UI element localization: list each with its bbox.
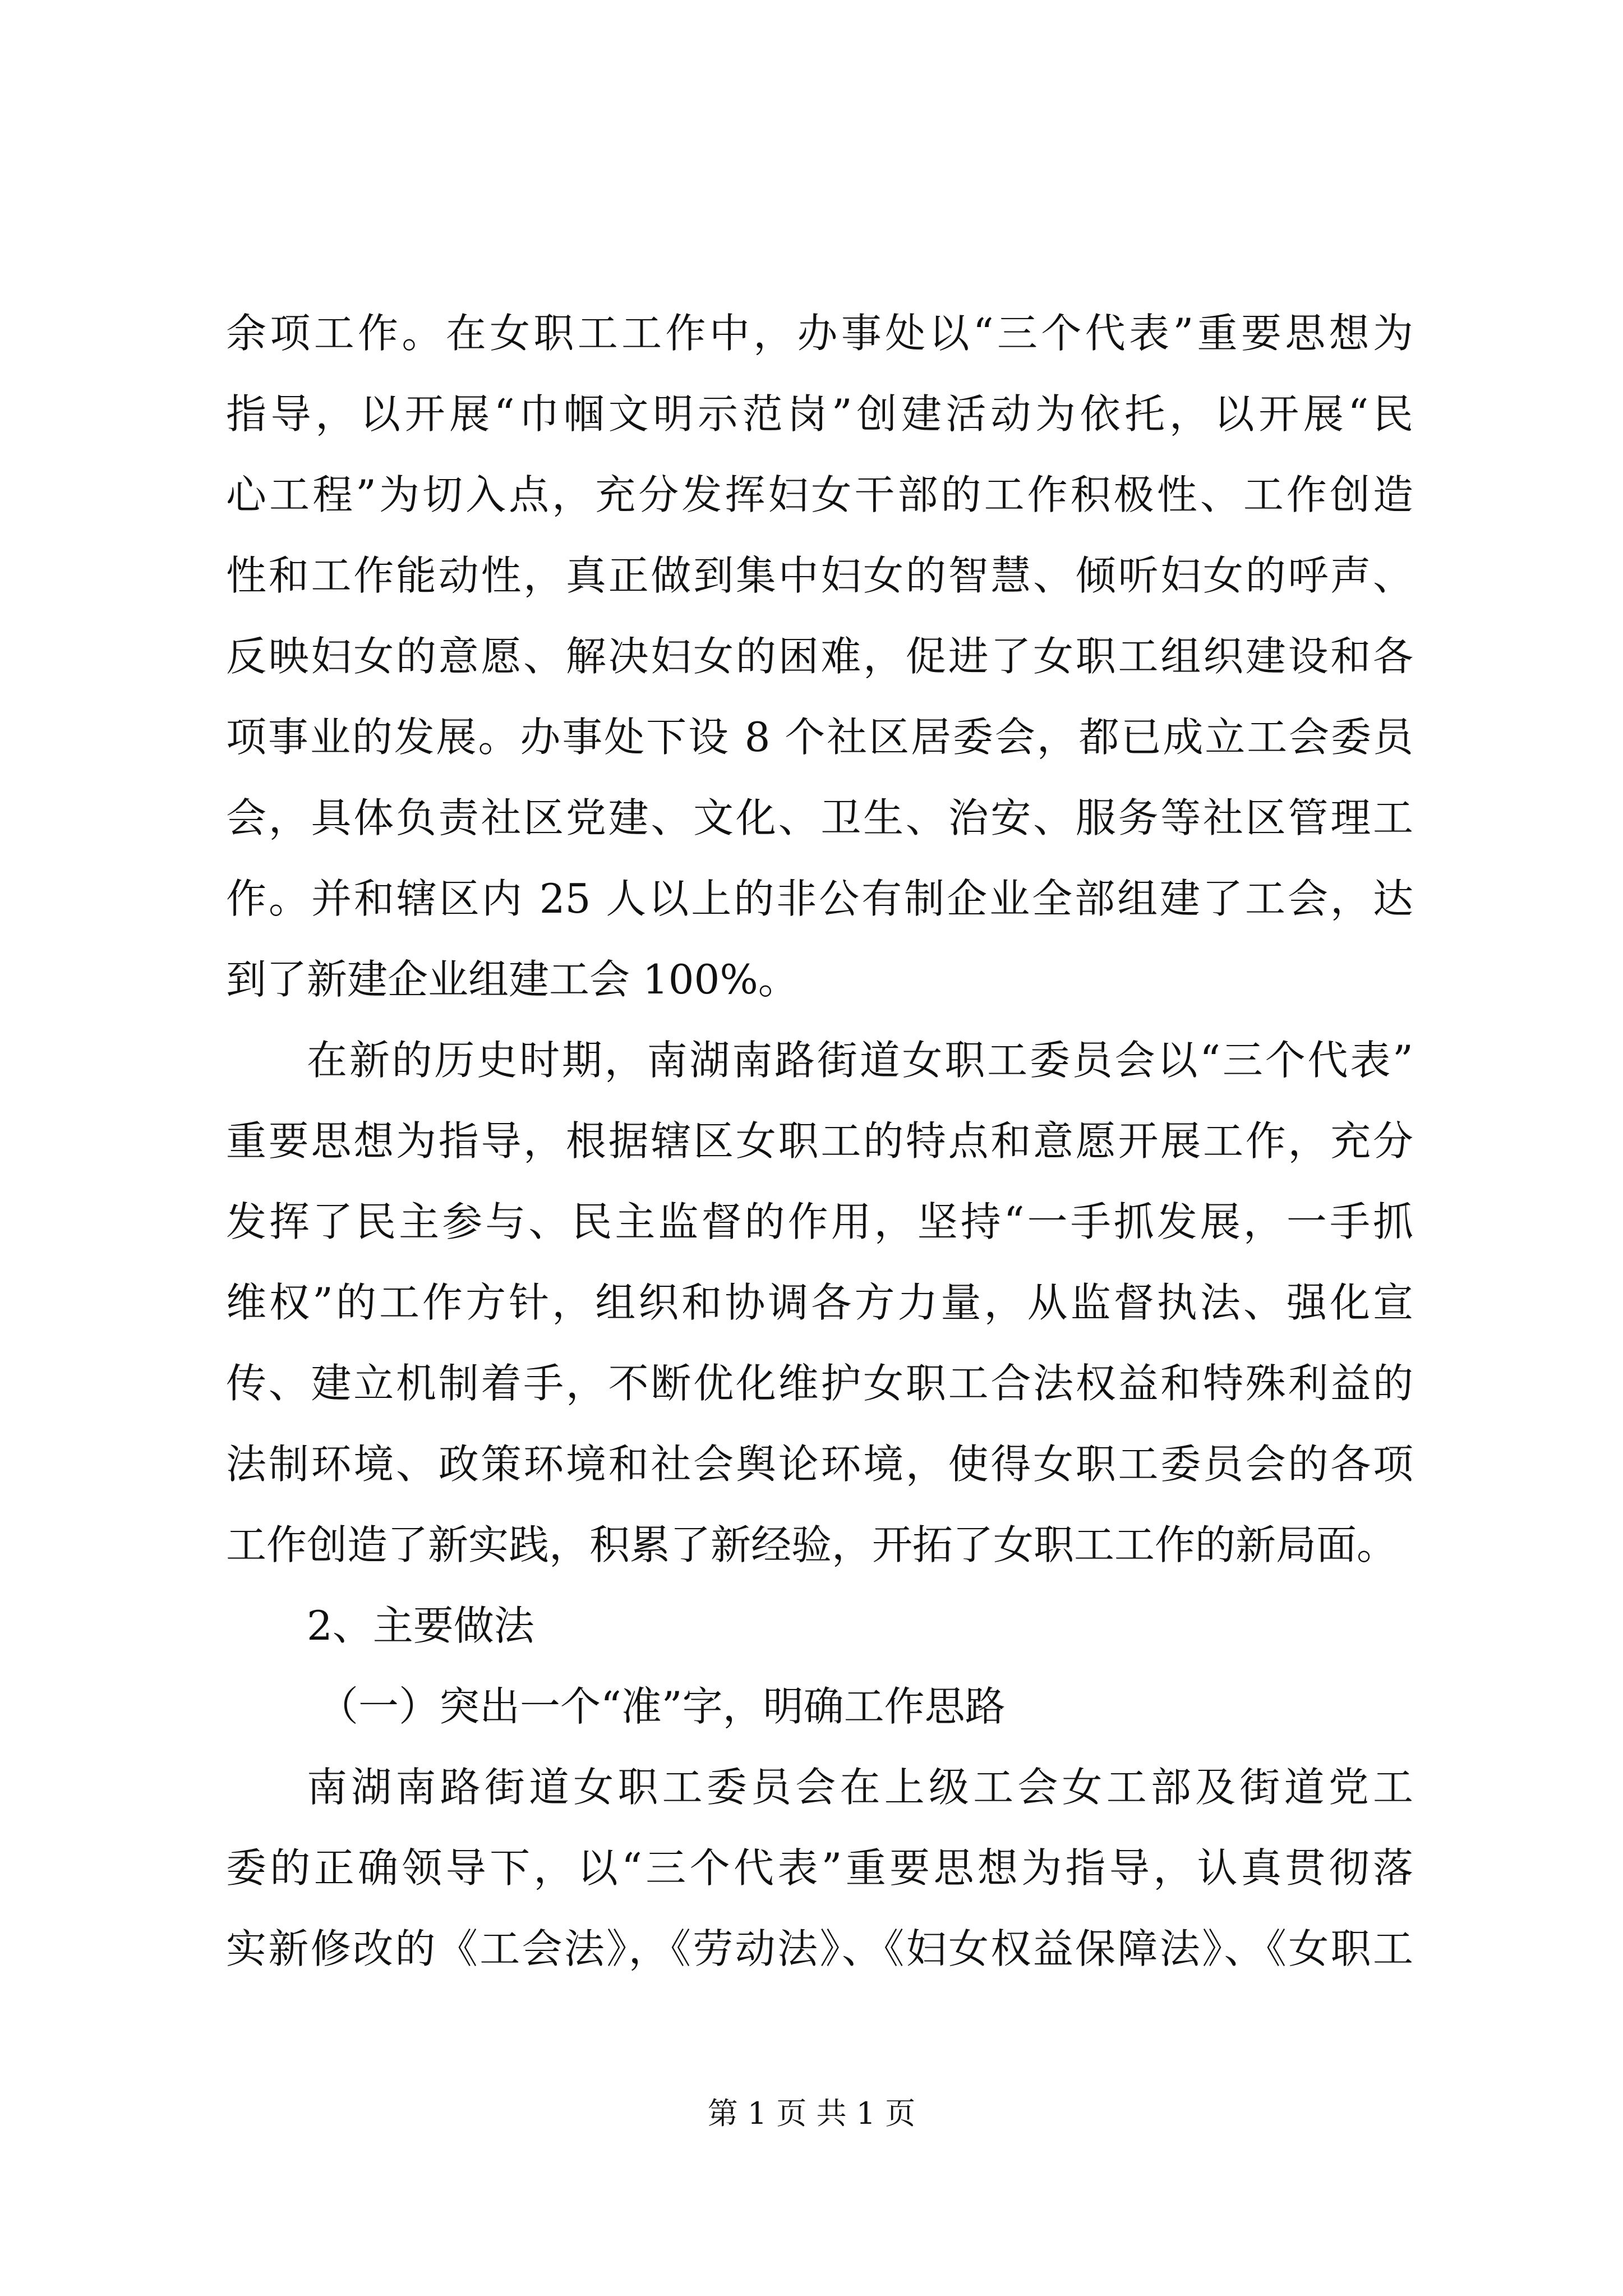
section-heading: 2、主要做法 xyxy=(307,1602,534,1649)
body-line: 指导，以开展“巾帼文明示范岗”创建活动为依托，以开展“民 xyxy=(226,390,1413,438)
paragraph-first-line: 在新的历史时期，南湖南路街道女职工委员会以“三个代表” xyxy=(307,1037,1413,1084)
paragraph-first-line: 南湖南路街道女职工委员会在上级工会女工部及街道党工 xyxy=(307,1764,1413,1811)
document-body xyxy=(226,293,1413,1989)
body-line: 发挥了民主参与、民主监督的作用，坚持“一手抓发展，一手抓 xyxy=(226,1198,1413,1245)
body-line: 工作创造了新实践，积累了新经验，开拓了女职工工作的新局面。 xyxy=(226,1521,1398,1568)
body-line: 作。并和辖区内 25 人以上的非公有制企业全部组建了工会，达 xyxy=(226,875,1413,922)
body-line: 反映妇女的意愿、解决妇女的困难，促进了女职工组织建设和各 xyxy=(226,633,1413,680)
body-line: 实新修改的《工会法》，《劳动法》、《妇女权益保障法》、《女职工 xyxy=(226,1925,1413,1972)
body-line: 性和工作能动性，真正做到集中妇女的智慧、倾听妇女的呼声、 xyxy=(226,552,1413,599)
body-line: 重要思想为指导，根据辖区女职工的特点和意愿开展工作，充分 xyxy=(226,1117,1413,1165)
body-line: 传、建立机制着手，不断优化维护女职工合法权益和特殊利益的 xyxy=(226,1360,1413,1407)
subsection-heading: （一）突出一个“准”字，明确工作思路 xyxy=(318,1683,1006,1730)
page-number-footer: 第 1 页 共 1 页 xyxy=(707,2096,916,2131)
body-line: 到了新建企业组建工会 100%。 xyxy=(226,956,799,1003)
body-line: 余项工作。在女职工工作中，办事处以“三个代表”重要思想为 xyxy=(226,310,1413,357)
body-line: 法制环境、政策环境和社会舆论环境，使得女职工委员会的各项 xyxy=(226,1441,1413,1488)
body-line: 心工程”为切入点，充分发挥妇女干部的工作积极性、工作创造 xyxy=(226,471,1413,518)
body-line: 项事业的发展。办事处下设 8 个社区居委会，都已成立工会委员 xyxy=(226,714,1413,761)
body-line: 会，具体负责社区党建、文化、卫生、治安、服务等社区管理工 xyxy=(226,794,1413,841)
body-line: 委的正确领导下，以“三个代表”重要思想为指导，认真贯彻落 xyxy=(226,1844,1413,1892)
body-line: 维权”的工作方针，组织和协调各方力量，从监督执法、强化宣 xyxy=(226,1279,1413,1326)
